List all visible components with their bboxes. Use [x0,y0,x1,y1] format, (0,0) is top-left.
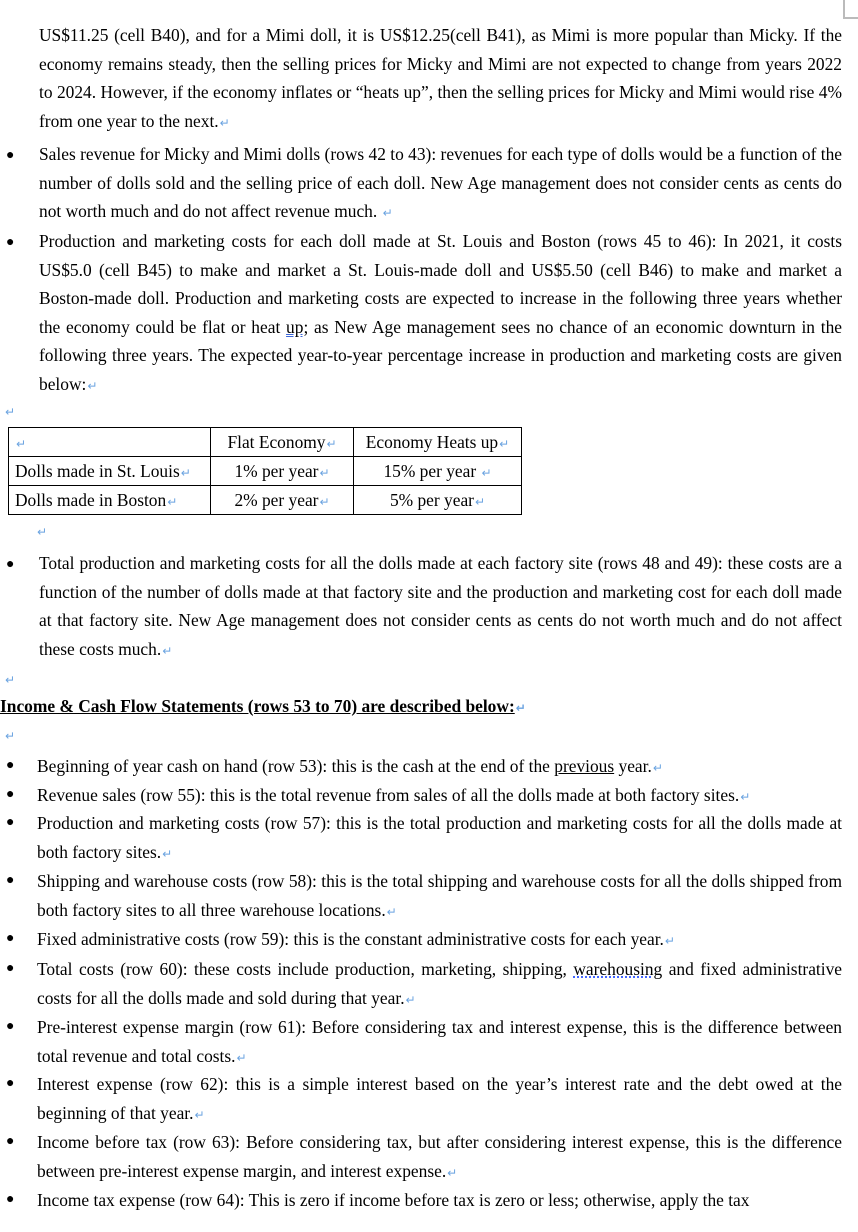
page-corner-mark [843,0,858,19]
list-item: Interest expense (row 62): this is a simple interest based on the year’s interest rate and the debt owed at the beginning of that year. ↵ [37,1070,842,1129]
table-row: Dolls made in Boston ↵ 2% per year ↵ 5% per year ↵ [9,486,522,515]
paragraph-mark [36,520,47,542]
grammar-flag[interactable]: up; [286,316,309,337]
bullet-icon: ● [6,148,15,163]
list-item: Beginning of year cash on hand (row 53): this is the cash at the end of the previous year. ↵ [37,752,842,783]
bullet-icon: ● [6,1134,15,1149]
list-item: Revenue sales (row 55): this is the total revenue from sales of all the dolls made at both factory sites. ↵ [37,781,842,812]
bullet-icon: ● [6,557,15,572]
list-item: Pre-interest expense margin (row 61): Before considering tax and interest expense, this is the difference between total revenue and total costs. ↵ [37,1013,842,1072]
list-item: Income tax expense (row 64): This is zero if income before tax is zero or less; otherwise, apply the tax [37,1190,750,1210]
list-item: Income before tax (row 63): Before considering tax, but after considering interest expense, this is the difference between pre-interest expense margin, and interest expense. ↵ [37,1128,842,1187]
bullet-icon: ● [6,235,15,250]
bullet-icon: ● [6,1019,15,1034]
table-row: Dolls made in St. Louis ↵ 1% per year ↵ 15% per year ↵ [9,457,522,486]
bullet-icon: ● [6,815,15,830]
bullet-icon: ● [6,873,15,888]
list-item: Sales revenue for Micky and Mimi dolls (rows 42 to 43): revenues for each type of dolls would be a function of the number of dolls sold and the selling price of each doll. New Age management does not consider cents as cents do not worth much and do not affect revenue much. ↵ [39,140,842,228]
list-item: Total production and marketing costs for all the dolls made at each factory site (rows 48 and 49): these costs are a function of the number of dolls made at that factory site and the production and marketing cost for each doll made at that factory site. New Age management does not consider cents as cents do not worth much and do not affect these costs much. ↵ [39,549,842,665]
bullet-icon: ● [6,758,15,773]
section-heading: Income & Cash Flow Statements (rows 53 to 70) are described below:↵ [0,692,526,722]
list-item: Production and marketing costs (row 57): this is the total production and marketing costs for all the dolls made at both factory sites. ↵ [37,809,842,868]
marked-word: warehousing [573,959,663,979]
bullet-icon: ● [6,1192,15,1207]
list-item: Production and marketing costs for each doll made at St. Louis and Boston (rows 45 to 46): In 2021, it costs US$5.0 (cell B45) to make and market a St. Louis-made doll and US$5.50 (cell B46) to make and market a Boston-made doll. Production and marketing costs are expected to increase in the following three years whether the economy could be flat or heat up; as New Age management sees no chance of an economic downturn in the following three years. The expected year-to-year percentage increase in production and marketing costs are given below: ↵ [39,227,842,400]
intro-paragraph: US$11.25 (cell B40), and for a Mimi doll, it is US$12.25(cell B41), as Mimi is more popular than Micky. If the economy remains steady, then the selling prices for Micky and Mimi are not expected to change from years 2022 to 2024. However, if the economy inflates or “heats up”, then the selling prices for Micky and Mimi would rise 4% from one year to the next. ↵ [39,21,842,137]
marked-word: previous [554,756,615,776]
list-item: Shipping and warehouse costs (row 58): this is the total shipping and warehouse costs for all the dolls shipped from both factory sites to all three warehouse locations. ↵ [37,867,842,926]
list-item: Total costs (row 60): these costs include production, marketing, shipping, warehousing and fixed administrative costs for all the dolls made and sold during that year. ↵ [37,955,842,1014]
paragraph-mark [4,668,15,690]
bullet-icon: ● [6,1076,15,1091]
cost-increase-table [8,427,522,515]
bullet-icon: ● [6,931,15,946]
paragraph-mark [4,400,15,422]
list-item: Fixed administrative costs (row 59): this is the constant administrative costs for each year. ↵ [37,925,842,956]
table-header-row: ↵ Flat Economy ↵ Economy Heats up ↵ [9,428,522,457]
bullet-icon: ● [6,787,15,802]
bullet-icon: ● [6,961,15,976]
paragraph-mark [4,724,15,746]
